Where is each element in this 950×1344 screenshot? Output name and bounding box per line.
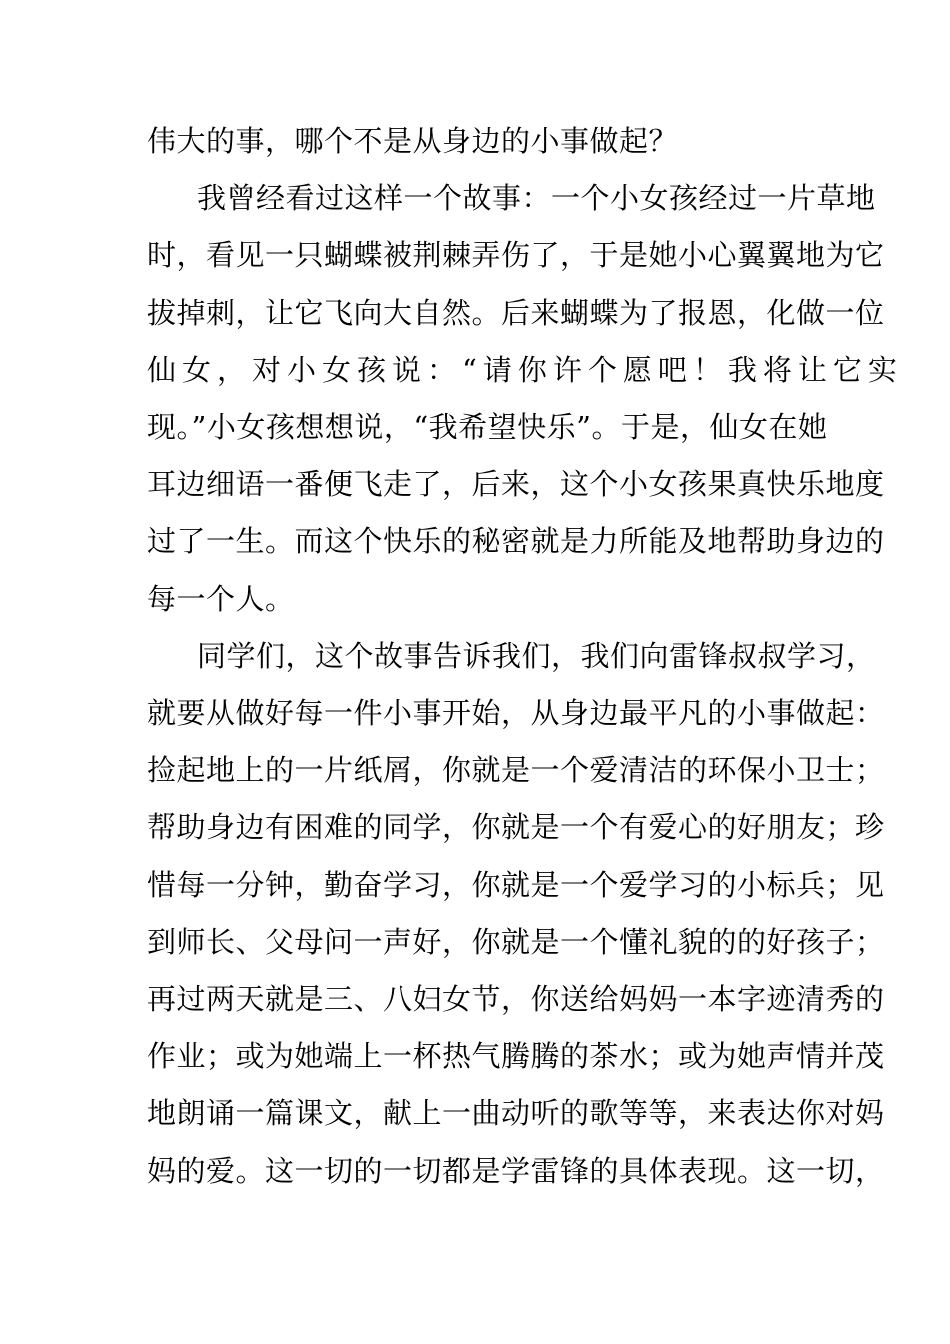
text-line: 帮助身边有困难的同学，你就是一个有爱心的好朋友；珍 [147,810,885,844]
text-line: 我曾经看过这样一个故事：一个小女孩经过一片草地 [197,181,876,215]
text-line: 仙女，对小女孩说：“请你许个愿吧！我将让它实 [147,353,903,387]
text-line: 每一个人。 [147,582,295,616]
text-line: 捡起地上的一片纸屑，你就是一个爱清洁的环保小卫士； [147,753,885,787]
text-line: 就要从做好每一件小事开始，从身边最平凡的小事做起： [147,696,885,730]
text-line: 时，看见一只蝴蝶被荆棘弄伤了，于是她小心翼翼地为它 [147,238,885,272]
text-line: 现。”小女孩想想说，“我希望快乐”。于是，仙女在她 [147,410,828,444]
text-line: 伟大的事，哪个不是从身边的小事做起？ [147,124,679,158]
text-line: 妈的爱。这一切的一切都是学雷锋的具体表现。这一切， [147,1154,885,1188]
text-line: 到师长、父母问一声好，你就是一个懂礼貌的的好孩子； [147,925,885,959]
text-line: 再过两天就是三、八妇女节，你送给妈妈一本字迹清秀的 [147,982,885,1016]
text-line: 过了一生。而这个快乐的秘密就是力所能及地帮助身边的 [147,524,885,558]
text-line: 地朗诵一篇课文，献上一曲动听的歌等等，来表达你对妈 [147,1096,885,1130]
text-line: 作业；或为她端上一杯热气腾腾的茶水；或为她声情并茂 [147,1039,885,1073]
text-line: 惜每一分钟，勤奋学习，你就是一个爱学习的小标兵；见 [147,868,885,902]
text-line: 同学们，这个故事告诉我们，我们向雷锋叔叔学习， [197,639,876,673]
text-line: 拔掉刺，让它飞向大自然。后来蝴蝶为了报恩，化做一位 [147,296,885,330]
text-line: 耳边细语一番便飞走了，后来，这个小女孩果真快乐地度 [147,467,885,501]
